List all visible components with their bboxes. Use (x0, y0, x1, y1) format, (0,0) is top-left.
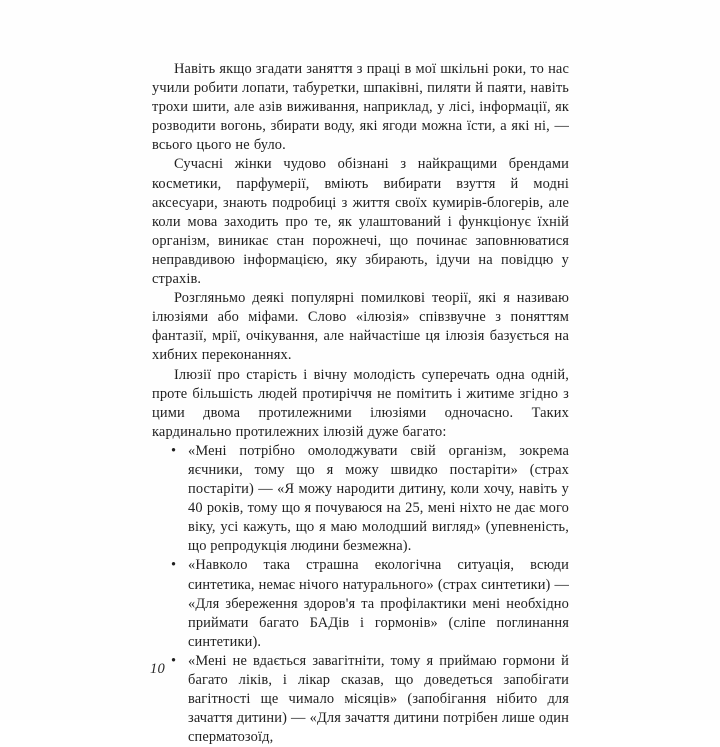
list-item-text: «Навколо така страшна екологічна ситуація, всюди синтетика, немає нічого натурального» (страх синтетики) — «Для збереження здоров'я та профілактики мені необхідно приймати багато БАДів і гормонів» (сліпе поглинання синтетики). (188, 557, 569, 650)
page-number: 10 (150, 661, 166, 677)
illusion-list (152, 442, 569, 747)
bullet-icon: • (171, 652, 177, 669)
list-item-text: «Мені потрібно омолоджувати свій організм, зокрема яєчники, тому що я можу швидко постаріти» (страх постаріти) — «Я можу народити дитину, коли хочу, навіть у 40 років, тому що я почуваюся на 25, мені ніхто не дає мого віку, усі кажуть, що я маю молодший вигляд» (упевненість, що репродукція людини безмежна). (188, 442, 569, 555)
bullet-icon: • (171, 442, 177, 459)
list-item (152, 652, 569, 747)
list-item (152, 556, 569, 651)
page-text-block (152, 60, 569, 747)
paragraph-1: Навіть якщо згадати заняття з праці в мої шкільні роки, то нас учили робити лопати, табуретки, шпаківні, пиляти й паяти, навіть трохи шити, але азів виживання, наприклад, у лісі, інформації, як розводити вогонь, збирати воду, які ягоди можна їсти, а які ні, — всього цього не було. (152, 61, 569, 154)
paragraph-4: Ілюзії про старість і вічну молодість суперечать одна одній, проте більшість людей протиріччя не помітить і житиме згідно з цими двома протилежними ілюзіями одночасно. Таких кардинально протилежних ілюзій дуже багато: (152, 366, 569, 440)
paragraph-2: Сучасні жінки чудово обізнані з найкращими брендами косметики, парфумерії, вміють вибирати взуття й модні аксесуари, знають подробиці з життя своїх кумирів-блогерів, але коли мова заходить про те, як улаштований і функціонує їхній організм, виникає стан порожнечі, що починає заповнюватися неправдивою інформацією, яку збирають, ідучи на повідцю у страхів. (152, 156, 569, 288)
bullet-icon: • (171, 557, 177, 574)
paragraph-3: Розгляньмо деякі популярні помилкові теорії, які я називаю ілюзіями або міфами. Слово «ілюзія» співзвучне з поняттям фантазії, мрії, очікування, але найчастіше ця ілюзія базується на хибних переконаннях. (152, 290, 569, 364)
list-item (152, 442, 569, 557)
list-item-text: «Мені не вдається завагітніти, тому я приймаю гормони й багато ліків, і лікар сказав, що доведеться запобігати вагітності ще чимало місяців» (запобігання нібито для зачаття дитини) — «Для зачаття дитини потрібен лише один сперматозоїд, (188, 652, 569, 746)
